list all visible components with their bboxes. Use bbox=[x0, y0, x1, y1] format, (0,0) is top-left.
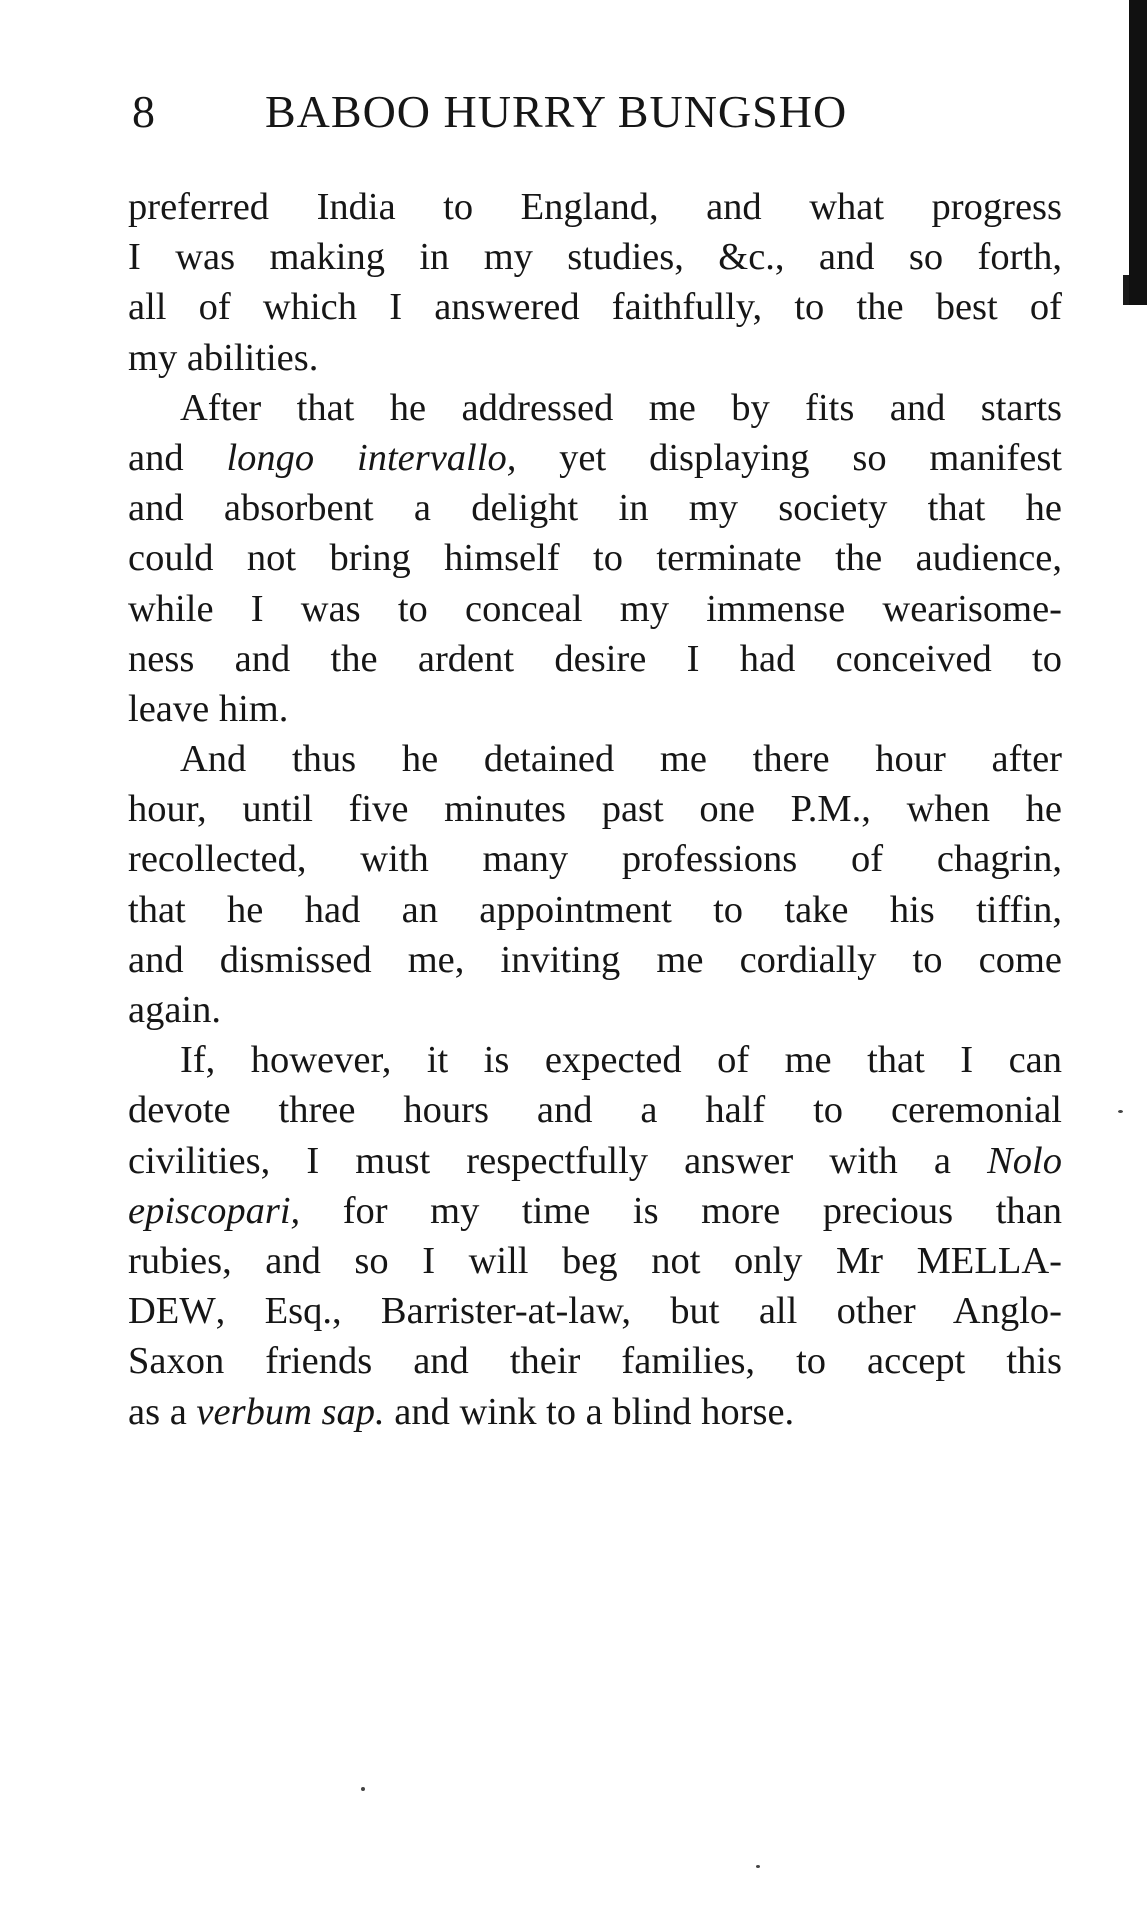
page-edge-mark-notch bbox=[1123, 275, 1129, 305]
text-run: hour, until five minutes past one bbox=[128, 788, 791, 831]
page-number: 8 bbox=[132, 86, 156, 137]
text-run: , when he bbox=[861, 788, 1062, 831]
text-line bbox=[128, 1336, 1062, 1386]
text-run: my abilities. bbox=[128, 336, 319, 379]
text-run: leave him. bbox=[128, 687, 289, 730]
page-edge-mark bbox=[1129, 0, 1147, 305]
text-line bbox=[128, 182, 1062, 232]
text-run: could not bring himself to terminate the audience, bbox=[128, 537, 1062, 580]
text-line bbox=[128, 1136, 1062, 1186]
text-run: If, however, it is expected of me that I can bbox=[180, 1039, 1062, 1082]
text-line bbox=[128, 333, 1062, 383]
italic-phrase: Nolo bbox=[987, 1139, 1062, 1182]
text-run: recollected, with many professions of chagrin, bbox=[128, 838, 1062, 881]
text-line bbox=[128, 784, 1062, 834]
text-line bbox=[128, 1387, 1062, 1437]
italic-phrase: episcopari, bbox=[128, 1189, 301, 1232]
text-run: civilities, I must respectfully answer with a bbox=[128, 1139, 988, 1182]
text-line bbox=[128, 885, 1062, 935]
text-run: After that he addressed me by fits and starts bbox=[180, 386, 1062, 429]
paragraph bbox=[128, 383, 1062, 734]
text-run: for my time is more precious than bbox=[300, 1189, 1062, 1232]
text-line bbox=[128, 1286, 1062, 1336]
text-line bbox=[128, 1236, 1062, 1286]
text-run: and dismissed me, inviting me cordially to come bbox=[128, 938, 1062, 981]
text-run: and absorbent a delight in my society that he bbox=[128, 487, 1062, 530]
text-run: ness and the ardent desire I had conceived to bbox=[128, 637, 1062, 680]
running-header bbox=[132, 82, 932, 142]
print-speck bbox=[1118, 1110, 1123, 1113]
running-title: BABOO HURRY BUNGSHO bbox=[265, 86, 848, 137]
text-run: that he had an appointment to take his tiffin, bbox=[128, 888, 1062, 931]
italic-phrase: verbum sap. bbox=[196, 1390, 385, 1433]
text-line bbox=[128, 1186, 1062, 1236]
text-line bbox=[128, 483, 1062, 533]
text-run: preferred India to England, and what progress bbox=[128, 186, 1062, 228]
text-line bbox=[128, 584, 1062, 634]
text-line bbox=[128, 533, 1062, 583]
text-line bbox=[128, 282, 1062, 332]
text-line bbox=[128, 232, 1062, 282]
text-line bbox=[128, 734, 1062, 784]
text-run: again. bbox=[128, 989, 221, 1031]
text-line bbox=[128, 1035, 1062, 1085]
small-caps-phrase: P.M. bbox=[790, 788, 862, 831]
text-line bbox=[128, 985, 1062, 1035]
text-run: devote three hours and a half to ceremonial bbox=[128, 1089, 1062, 1132]
text-run: And thus he detained me there hour after bbox=[180, 738, 1062, 781]
text-line bbox=[128, 684, 1062, 734]
paragraph bbox=[128, 182, 1062, 383]
text-line bbox=[128, 935, 1062, 985]
text-line bbox=[128, 634, 1062, 684]
text-run: , Esq., Barrister-at-law, but all other Anglo- bbox=[215, 1290, 1062, 1333]
small-caps-phrase: DEW bbox=[128, 1290, 216, 1333]
text-run: and bbox=[128, 436, 227, 479]
text-run: I was making in my studies, &c., and so forth, bbox=[128, 236, 1062, 279]
text-run: rubies, and so I will beg not only Mr bbox=[128, 1239, 917, 1282]
text-run: Saxon friends and their families, to accept this bbox=[128, 1340, 1062, 1383]
text-line bbox=[128, 834, 1062, 884]
italic-phrase: longo intervallo, bbox=[226, 436, 517, 479]
print-speck bbox=[361, 1787, 365, 1791]
text-run: and wink to a blind horse. bbox=[384, 1390, 795, 1433]
text-line bbox=[128, 433, 1062, 483]
text-run: while I was to conceal my immense wearisome- bbox=[128, 587, 1062, 630]
text-line bbox=[128, 1085, 1062, 1135]
text-run: all of which I answered faithfully, to the best of bbox=[128, 286, 1062, 329]
text-line bbox=[128, 383, 1062, 433]
text-run: yet displaying so manifest bbox=[516, 436, 1062, 479]
paragraph bbox=[128, 734, 1062, 1035]
small-caps-phrase: MELLA- bbox=[916, 1239, 1062, 1282]
print-speck bbox=[756, 1865, 760, 1868]
paragraph bbox=[128, 1035, 1062, 1437]
text-run: as a bbox=[128, 1390, 197, 1433]
body-text bbox=[128, 182, 1062, 1437]
